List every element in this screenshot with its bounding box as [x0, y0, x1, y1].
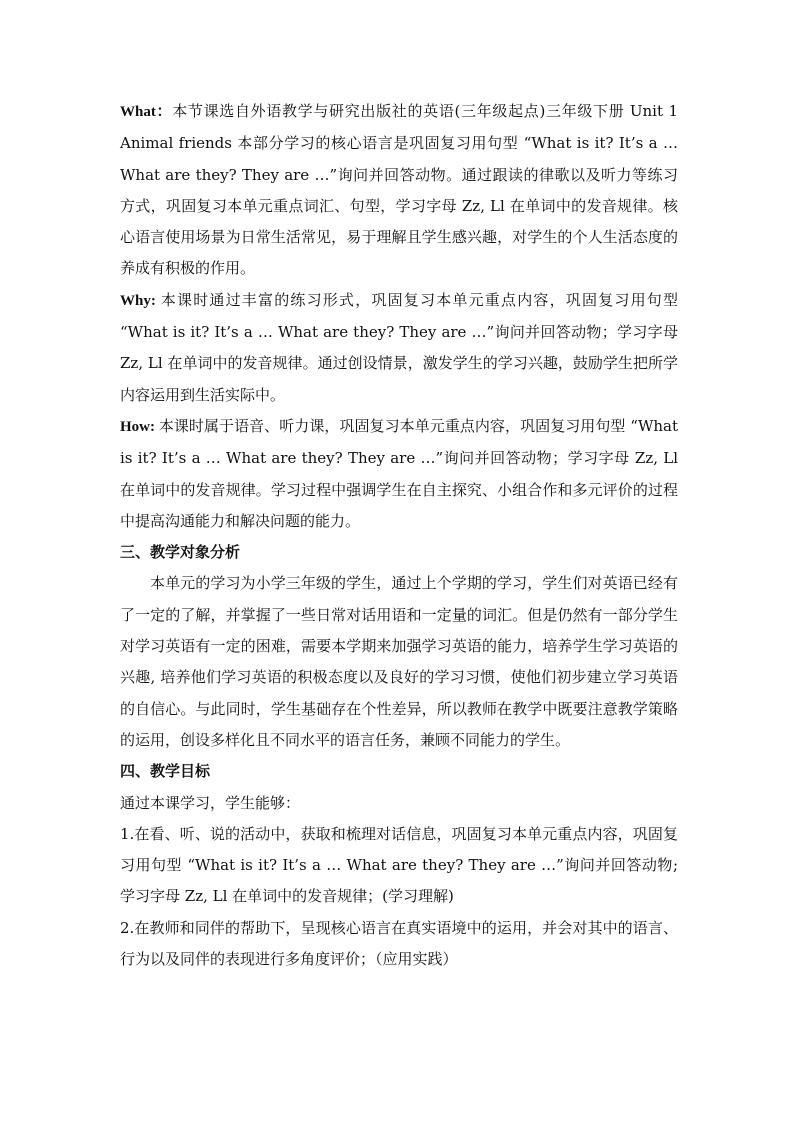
- what-text: 本节课选自外语教学与研究出版社的英语(三年级起点)三年级下册 Unit 1 Animal friends 本部分学习的核心语言是巩固复习用句型 “What is it? It’s a … What are they? They are …”询问并回答动物。通过跟读的律歌以及听力等练习方式，巩固复习本单元重点词汇、句型，学习字母 Zz, Ll 在单词中的发音规律。核心语言使用场景为日常生活常见，易于理解且学生感兴趣，对学生的个人生活态度的养成有积极的作用。: [120, 102, 679, 278]
- goal-item-2: 2.在教师和同伴的帮助下，呈现核心语言在真实语境中的运用，并会对其中的语言、行为以及同伴的表现进行多角度评价；（应用实践）: [120, 918, 678, 969]
- what-paragraph: [120, 96, 678, 285]
- how-text: 本课时属于语音、听力课，巩固复习本单元重点内容，巩固复习用句型 “What is it? It’s a … What are they? They are …”询问并回答动物；学习字母 Zz, Ll 在单词中的发音规律。学习过程中强调学生在自主探究、小组合作和多元评价的过程中提高沟通能力和解决问题的能力。: [120, 416, 678, 530]
- document-body: [120, 96, 678, 975]
- why-label: Why:: [120, 292, 161, 309]
- section-4-heading: 四、教学目标: [120, 762, 211, 781]
- why-paragraph: [120, 285, 678, 411]
- how-label: How:: [120, 418, 159, 435]
- section-4-intro: 通过本课学习，学生能够：: [120, 793, 301, 812]
- goal-item-1: 1.在看、听、说的活动中，获取和梳理对话信息，巩固复习本单元重点内容，巩固复习用句型 “What is it? It’s a … What are they? They are …”询问并回答动物;学习字母 Zz, Ll 在单词中的发音规律；(学习理解): [120, 824, 678, 906]
- what-label: What：: [120, 104, 173, 120]
- section-3-text: 本单元的学习为小学三年级的学生，通过上个学期的学习，学生们对英语已经有了一定的了解，并掌握了一些日常对话用语和一定量的词汇。但是仍然有一部分学生对学习英语有一定的困难，需要本学期来加强学习英语的能力，培养学生学习英语的兴趣, 培养他们学习英语的积极态度以及良好的学习习惯，使他们初步建立学习英语的自信心。与此同时，学生基础存在个性差异，所以教师在教学中既要注意教学策略的运用，创设多样化且不同水平的语言任务，兼顾不同能力的学生。: [120, 574, 678, 749]
- how-paragraph: [120, 411, 678, 537]
- why-text: 本课时通过丰富的练习形式，巩固复习本单元重点内容，巩固复习用句型 “What is it? It’s a … What are they? They are …”询问并回答动物；学习字母 Zz, Ll 在单词中的发音规律。通过创设情景，激发学生的学习兴趣，鼓励学生把所学内容运用到生活实际中。: [120, 290, 678, 404]
- section-3-heading: 三、教学对象分析: [120, 543, 241, 562]
